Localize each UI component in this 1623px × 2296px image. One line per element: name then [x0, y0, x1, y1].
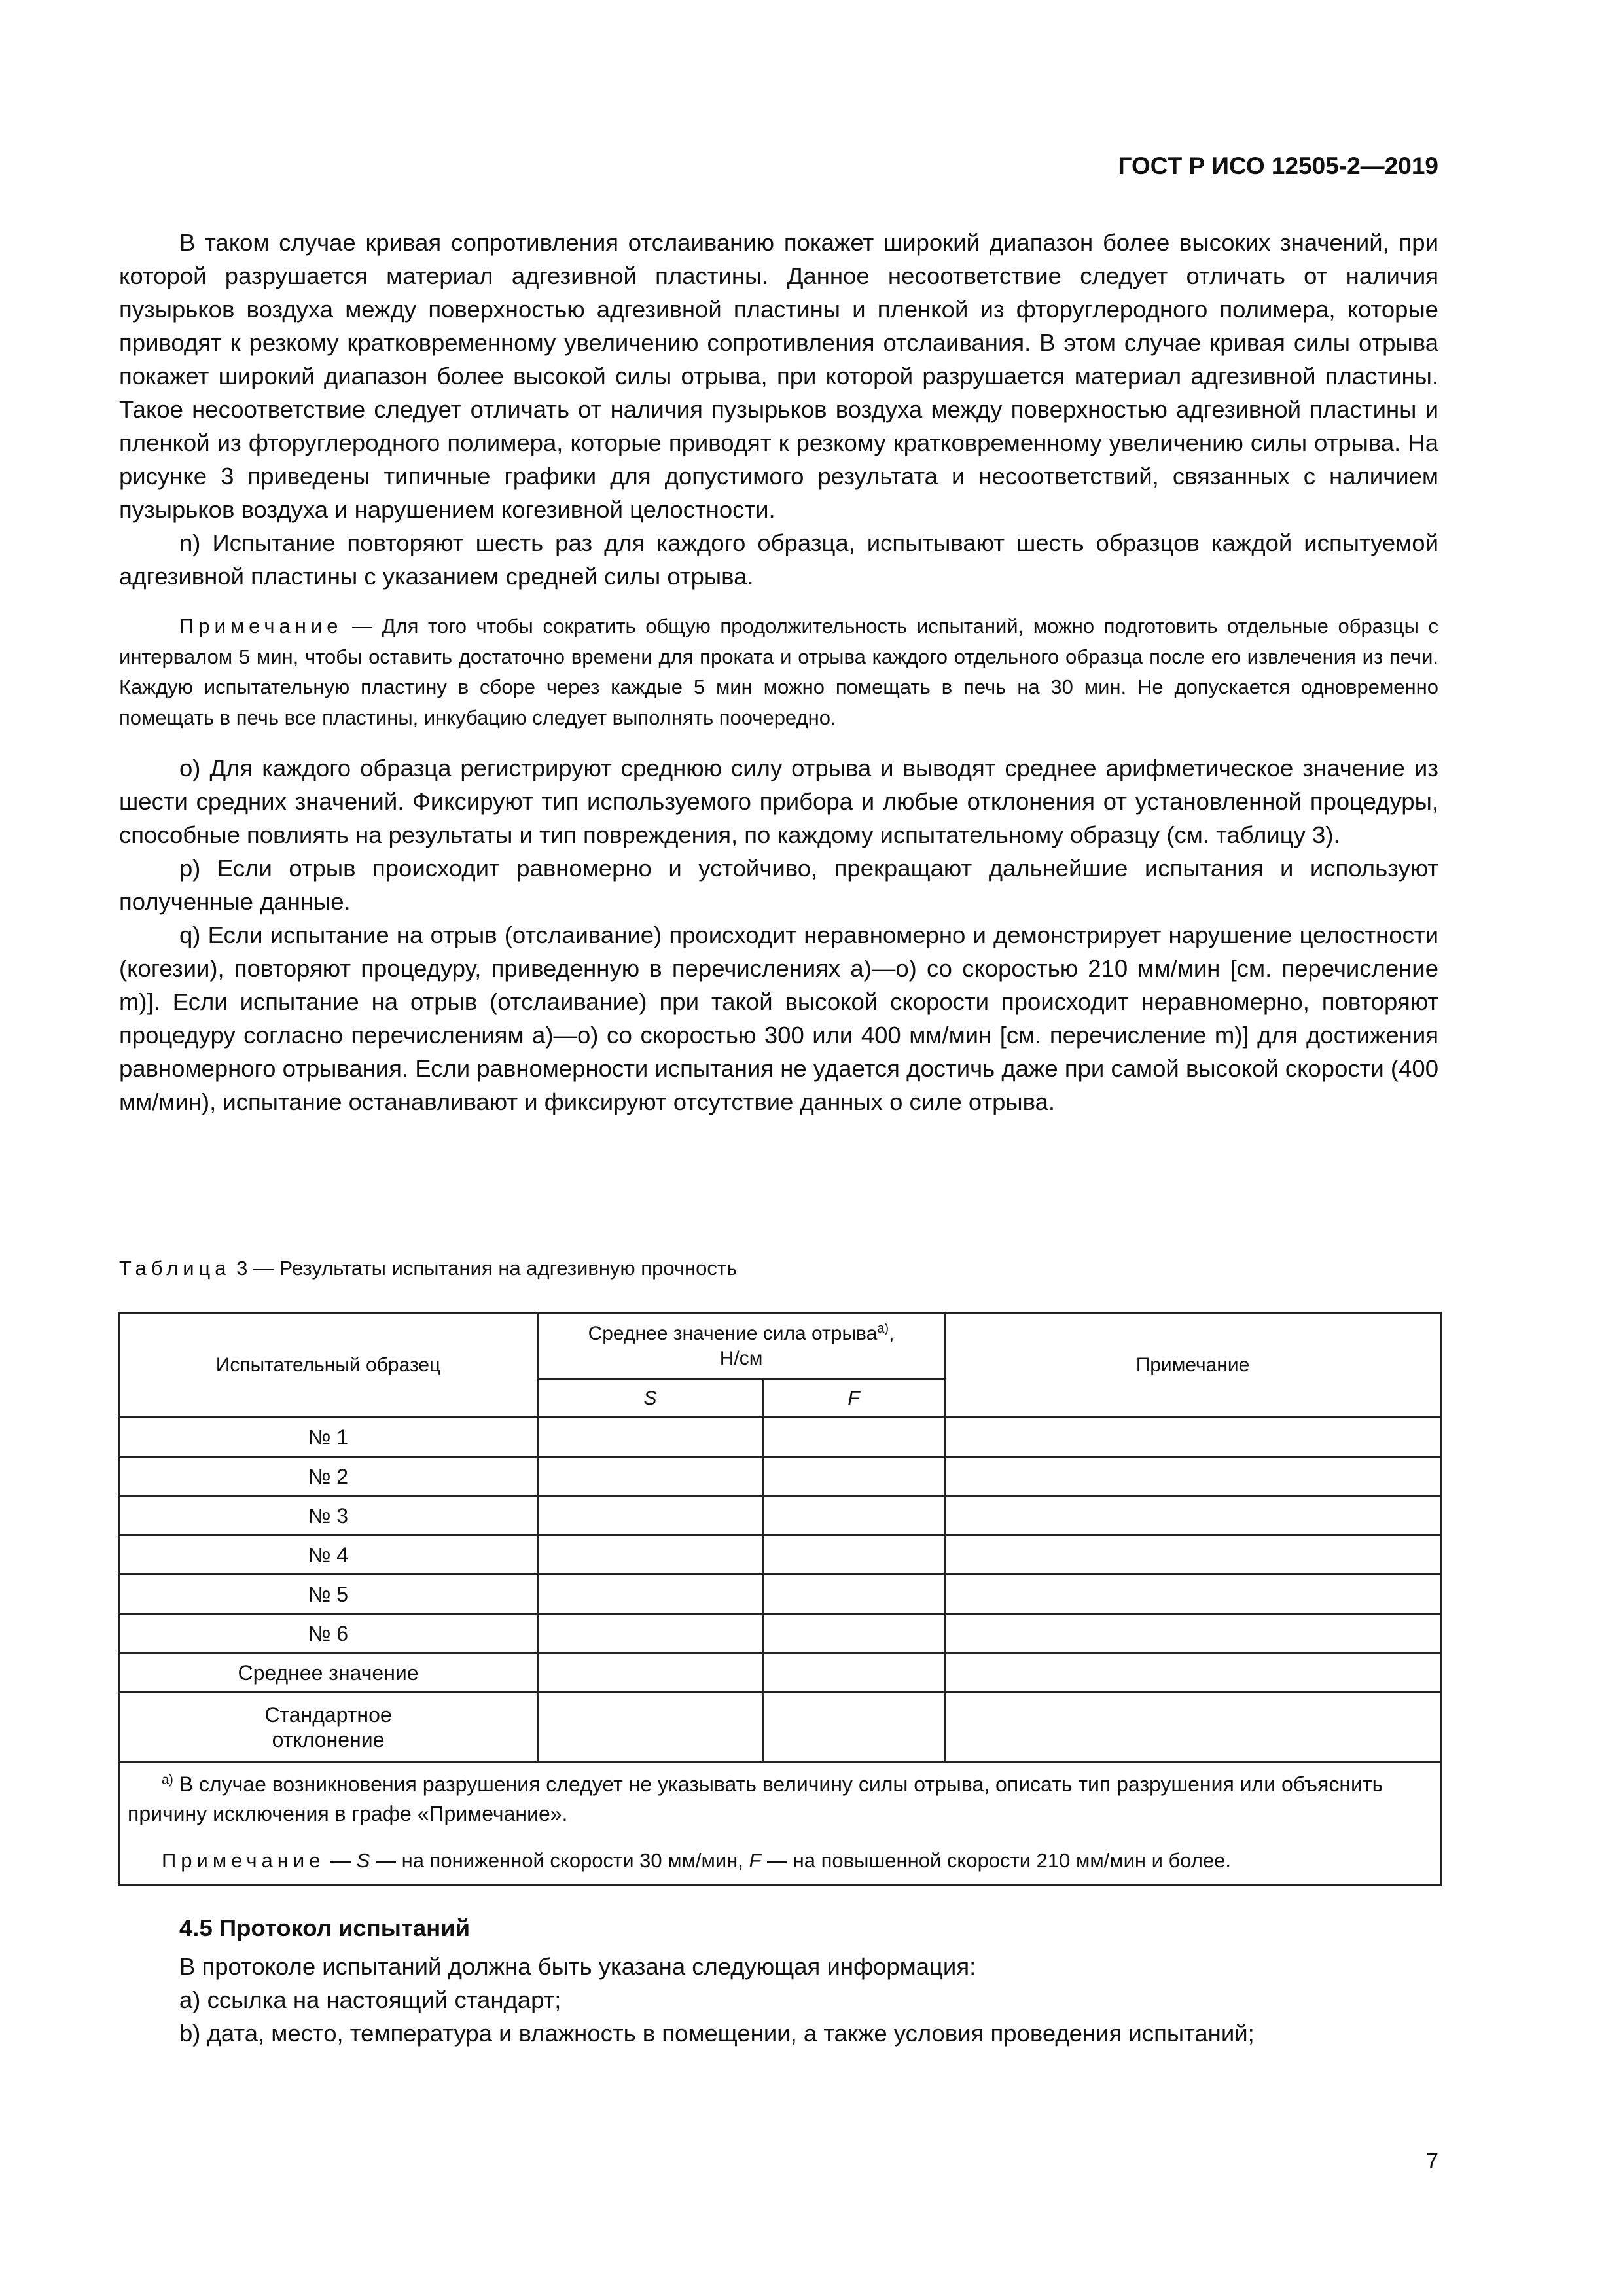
header-mean-force-comma: ,	[889, 1322, 895, 1344]
row-label: № 5	[119, 1575, 538, 1614]
table-header-row	[119, 1313, 1441, 1380]
table-note-f: F	[749, 1849, 762, 1872]
table-note	[128, 1846, 1432, 1875]
row-label: № 6	[119, 1614, 538, 1653]
cell-s	[538, 1496, 763, 1535]
row-label	[119, 1693, 538, 1763]
cell-note	[945, 1418, 1441, 1457]
cell-f	[763, 1693, 945, 1763]
header-mean-force-text: Среднее значение сила отрыва	[588, 1322, 878, 1344]
cell-f	[763, 1496, 945, 1535]
table-row	[119, 1535, 1441, 1575]
cell-f	[763, 1575, 945, 1614]
table-note-mid: — на пониженной скорости 30 мм/мин,	[370, 1849, 749, 1872]
header-mean-force	[538, 1313, 945, 1380]
cell-s	[538, 1535, 763, 1575]
paragraph-q: q) Если испытание на отрыв (отслаивание) происходит неравномерно и демонстрирует нарушение целостности (когезии), повторяют процедуру, приведенную в перечислениях а)—о) со скоростью 210 мм/мин [см. перечисление m)]. Если испытание на отрыв (отслаивание) при такой высокой скорости происходит неравномерно, повторяют процедуру согласно перечислениям а)—о) со скоростью 300 или 400 мм/мин [см. перечисление m)] для достижения равномерного отрывания. Если равномерности испытания не удается достичь даже при самой высокой скорости (400 мм/мин), испытание останавливают и фиксируют отсутствие данных о силе отрыва.	[119, 922, 1438, 1115]
table-note-end: — на повышенной скорости 210 мм/мин и более.	[761, 1849, 1232, 1872]
cell-s	[538, 1575, 763, 1614]
paragraph-p: р) Если отрыв происходит равномерно и устойчиво, прекращают дальнейшие испытания и используют полученные данные.	[119, 855, 1438, 915]
table-caption	[119, 1255, 737, 1282]
paragraph-intro: В таком случае кривая сопротивления отслаиванию покажет широкий диапазон более высоких значений, при которой разрушается материал адгезивной пластины. Данное несоответствие следует отличать от наличия пузырьков воздуха между поверхностью адгезивной пластины и пленкой из фторуглеродного полимера, которые приводят к резкому кратковременному увеличению сопротивления отслаивания. В этом случае кривая силы отрыва покажет широкий диапазон более высокой силы отрыва, при которой разрушается материал адгезивной пластины. Такое несоответствие следует отличать от наличия пузырьков воздуха между поверхностью адгезивной пластины и пленкой из фторуглеродного полимера, которые приводят к резкому кратковременному увеличению силы отрыва. На рисунке 3 приведены типичные графики для допустимого результата и несоответствий, связанных с наличием пузырьков воздуха и нарушением когезивной целостности.	[119, 229, 1438, 523]
row-label-std-1: Стандартное	[264, 1703, 392, 1727]
section-test-report	[119, 1911, 1438, 2050]
section-title: 4.5 Протокол испытаний	[179, 1914, 471, 1941]
header-unit: Н/см	[719, 1347, 763, 1369]
row-label: № 1	[119, 1418, 538, 1457]
header-f: F	[763, 1380, 945, 1418]
cell-note	[945, 1653, 1441, 1693]
document-header: ГОСТ Р ИСО 12505-2—2019	[1118, 152, 1438, 179]
footnote-text: В случае возникновения разрушения следует не указывать величину силы отрыва, описать тип разрушения или объяснить причину исключения в графе «Примечание».	[128, 1772, 1383, 1825]
table-note-dash: —	[325, 1849, 357, 1872]
table-note-label: Примечание	[162, 1849, 325, 1872]
row-label-std-2: отклонение	[272, 1728, 385, 1751]
table-row	[119, 1418, 1441, 1457]
paragraph-n: n) Испытание повторяют шесть раз для каждого образца, испытывают шесть образцов каждой испытуемой адгезивной пластины с указанием средней силы отрыва.	[119, 529, 1438, 590]
cell-note	[945, 1496, 1441, 1535]
list-item-b: b) дата, место, температура и влажность в помещении, а также условия проведения испытаний;	[179, 2020, 1255, 2047]
table-row	[119, 1653, 1441, 1693]
header-s: S	[538, 1380, 763, 1418]
header-mean-force-sup: a)	[877, 1321, 889, 1336]
table-footnote	[119, 1763, 1441, 1886]
row-label: Среднее значение	[119, 1653, 538, 1693]
row-label: № 2	[119, 1457, 538, 1496]
cell-note	[945, 1457, 1441, 1496]
table-footnote-row	[119, 1763, 1441, 1886]
header-note: Примечание	[945, 1313, 1441, 1418]
footnote-a	[128, 1770, 1432, 1829]
note-paragraph	[119, 611, 1438, 733]
cell-f	[763, 1653, 945, 1693]
cell-note	[945, 1614, 1441, 1653]
table-row	[119, 1614, 1441, 1653]
cell-f	[763, 1535, 945, 1575]
cell-f	[763, 1614, 945, 1653]
section-intro: В протоколе испытаний должна быть указана следующая информация:	[179, 1953, 976, 1980]
note-label: Примечание	[179, 615, 343, 637]
cell-note	[945, 1535, 1441, 1575]
cell-s	[538, 1418, 763, 1457]
cell-f	[763, 1418, 945, 1457]
row-label: № 3	[119, 1496, 538, 1535]
table-row	[119, 1575, 1441, 1614]
row-label: № 4	[119, 1535, 538, 1575]
results-table-wrapper	[118, 1312, 1440, 1886]
table-row	[119, 1496, 1441, 1535]
cell-s	[538, 1457, 763, 1496]
table-note-s: S	[356, 1849, 370, 1872]
table-caption-text: 3 — Результаты испытания на адгезивную прочность	[230, 1257, 738, 1280]
cell-s	[538, 1693, 763, 1763]
footnote-sup: a)	[162, 1772, 173, 1787]
note-text: — Для того чтобы сократить общую продолжительность испытаний, можно подготовить отдельные образцы с интервалом 5 мин, чтобы оставить достаточно времени для проката и отрыва каждого отдельного образца после его извлечения из печи. Каждую испытательную пластину в сборе через каждые 5 мин можно помещать в печь на 30 мин. Не допускается одновременно помещать в печь все пластины, инкубацию следует выполнять поочередно.	[119, 615, 1438, 729]
paragraph-o: о) Для каждого образца регистрируют среднюю силу отрыва и выводят среднее арифметическое значение из шести средних значений. Фиксируют тип используемого прибора и любые отклонения от установленной процедуры, способные повлиять на результаты и тип повреждения, по каждому испытательному образцу (см. таблицу 3).	[119, 755, 1438, 848]
table-caption-label: Таблица	[119, 1257, 231, 1280]
page-number: 7	[1426, 2149, 1438, 2174]
body-text	[119, 226, 1438, 1119]
results-table	[118, 1312, 1442, 1886]
cell-note	[945, 1693, 1441, 1763]
cell-s	[538, 1653, 763, 1693]
header-specimen: Испытательный образец	[119, 1313, 538, 1418]
table-row	[119, 1693, 1441, 1763]
cell-f	[763, 1457, 945, 1496]
table-row	[119, 1457, 1441, 1496]
cell-s	[538, 1614, 763, 1653]
cell-note	[945, 1575, 1441, 1614]
list-item-a: a) ссылка на настоящий стандарт;	[179, 1986, 562, 2013]
